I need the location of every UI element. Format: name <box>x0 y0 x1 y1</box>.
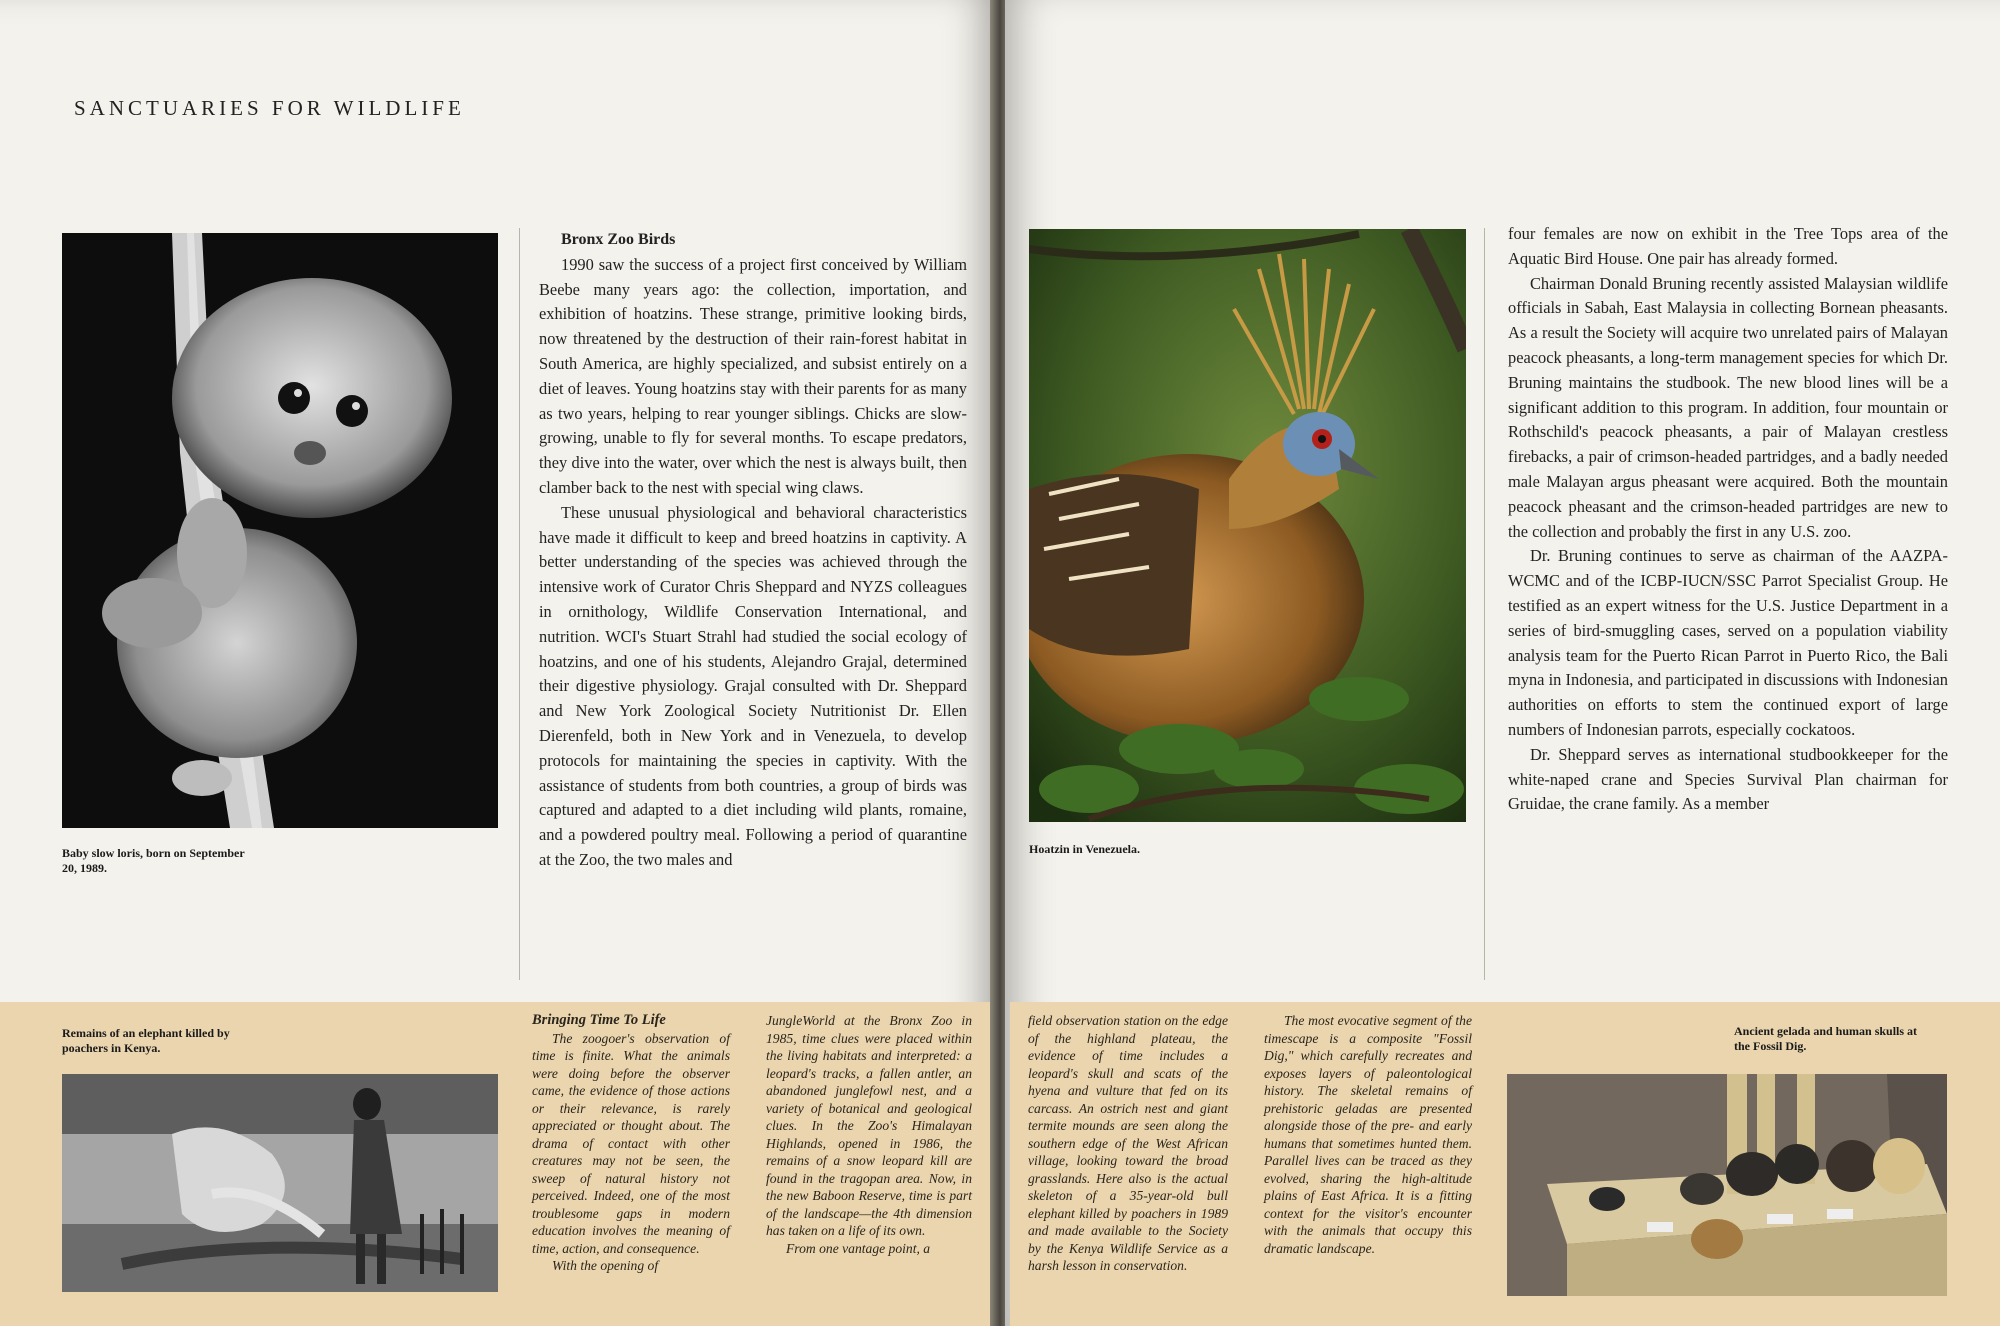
column-rule-left <box>519 228 520 980</box>
article-paragraph: Dr. Sheppard serves as international studbookkeeper for the white-naped crane and Species Survival Plan chairman for Gruidae, the crane family. As a member <box>1508 744 1948 814</box>
article-column-right <box>1508 222 1948 817</box>
sidebar-paragraph: The most evocative segment of the timescape is a composite "Fossil Dig," which carefully recreates and exposes layers of paleontological history. The skeletal remains of prehistoric geladas are presented alongside those of the pre- and early humans that sometimes hunted them. Parallel lives can be traced as they evolved, sharing the high-altitude plains of East Africa. It is a fitting context for the visitor's encounter with the animals that occupy this dramatic landscape. <box>1264 1013 1472 1256</box>
hoatzin-image <box>1029 229 1466 822</box>
sidebar-band-right <box>1010 1002 2000 1326</box>
sidebar-band-left <box>0 1002 990 1326</box>
sidebar-paragraph: From one vantage point, a <box>786 1240 931 1256</box>
article-column-left <box>539 228 967 873</box>
sidebar-column-1 <box>532 1012 730 1275</box>
slow-loris-photo <box>62 233 498 828</box>
elephant-photo <box>62 1074 498 1292</box>
sidebar-title: Bringing Time To Life <box>532 1012 666 1028</box>
article-paragraph: Dr. Bruning continues to serve as chairman of the AAZPA-WCMC and of the ICBP-IUCN/SSC Parrot Specialist Group. He testified as an expert witness for the U.S. Justice Department in a series of bird-smuggling cases, served on a population viability analysis team for the Puerto Rican Parrot in Puerto Rico, the Bali myna in Indonesia, and participated in discussions with Indonesian authorities on efforts to stem the continued export of large numbers of Indonesian parrots, especially cockatoos. <box>1508 546 1948 739</box>
fossil-caption: Ancient gelada and human skulls at the Fossil Dig. <box>1734 1024 1918 1053</box>
elephant-remains-image <box>62 1074 498 1292</box>
sidebar-paragraph: JungleWorld at the Bronx Zoo in 1985, time clues were placed within the living habitats and interpreted: a leopard's tracks, a fallen antler, an abandoned junglefowl nest, and a variety of botanical and geological clues. In the Zoo's Himalayan Highlands, opened in 1986, the remains of a snow leopard kill are found in the tragopan area. Now, in the new Baboon Reserve, time is part of the landscape—the 4th dimension has taken on a life of its own. <box>766 1013 972 1238</box>
elephant-caption: Remains of an elephant killed by poachers in Kenya. <box>62 1026 230 1055</box>
article-title: Bronx Zoo Birds <box>561 231 676 248</box>
article-paragraph: four females are now on exhibit in the Tree Tops area of the Aquatic Bird House. One pair has already formed. <box>1508 224 1948 268</box>
hoatzin-caption: Hoatzin in Venezuela. <box>1029 842 1141 856</box>
sidebar-column-4 <box>1264 1012 1472 1257</box>
running-head: SANCTUARIES FOR WILDLIFE <box>74 96 465 120</box>
sidebar-column-3 <box>1028 1012 1228 1275</box>
fossil-dig-photo <box>1507 1074 1947 1296</box>
article-paragraph: 1990 saw the success of a project first conceived by William Beebe many years ago: the collection, importation, and exhibition of hoatzins. These strange, primitive looking birds, now threatened by the destruction of their rain-forest habitat in South America, are highly specialized, and subsist entirely on a diet of leaves. Young hoatzins stay with their parents for as many as two years, helping to rear younger siblings. Chicks are slow-growing, unable to fly for several months. To escape predators, they dive into the water, over which the nest is always built, then clamber back to the nest with special wing claws. <box>539 254 967 497</box>
sidebar-column-2 <box>766 1012 972 1257</box>
sidebar-paragraph: field observation station on the edge of the highland plateau, the evidence of time includes a leopard's skull and scats of the hyena and vulture that fed on its carcass. An ostrich nest and giant termite mounds are seen along the southern edge of the West African village, looking toward the broad grasslands. Here also is the actual skeleton of a 35-year-old bull elephant killed by poachers in 1989 and made available to the Society by the Kenya Wildlife Service as a harsh lesson in conservation. <box>1028 1013 1228 1273</box>
loris-caption: Baby slow loris, born on September 20, 1989. <box>62 846 245 875</box>
fossil-skulls-image <box>1507 1074 1947 1296</box>
sidebar-paragraph: With the opening of <box>552 1258 659 1273</box>
column-rule-right <box>1484 228 1485 980</box>
article-paragraph: Chairman Donald Bruning recently assisted Malaysian wildlife officials in Sabah, East Malaysia in collecting Bornean pheasants. As a result the Society will acquire two unrelated pairs of Malayan peacock pheasants, a long-term management species for which Dr. Bruning maintains the studbook. The new blood lines will be a significant addition to this program. In addition, four mountain or Rothschild's peacock pheasants, a pair of Malayan crestless firebacks, a pair of crimson-headed partridges, and a badly needed male Malayan argus pheasant were acquired. Both the mountain peacock pheasant and the crimson-headed partridges are new to the collection and probably the first in any U.S. zoo. <box>1508 273 1948 541</box>
slow-loris-image <box>62 233 498 828</box>
article-paragraph: These unusual physiological and behavioral characteristics have made it difficult to keep and breed hoatzins in captivity. A better understanding of the species was achieved through the intensive work of Curator Chris Sheppard and NYZS colleagues in ornithology, Wildlife Conservation International, and nutrition. WCI's Stuart Strahl had studied the social ecology of hoatzins, and one of his students, Alejandro Grajal, determined their digestive physiology. Grajal consulted with Dr. Sheppard and New York Zoological Society Nutritionist Dr. Ellen Dierenfeld, both in New York and in Venezuela, to develop protocols for maintaining the species in captivity. With the assistance of students from both countries, a group of birds was captured and adapted to a diet including wild plants, romaine, and a powdered poultry meal. Following a period of quarantine at the Zoo, the two males and <box>539 502 967 869</box>
sidebar-paragraph: The zoogoer's observation of time is finite. What the animals were doing before the observer came, the evidence of those actions or their relevance, is rarely appreciated or thought about. The drama of contact with other creatures may not be seen, the sweep of natural history not perceived. Indeed, one of the most troublesome gaps in modern education involves the meaning of time, action, and consequence. <box>532 1030 730 1256</box>
hoatzin-photo <box>1029 229 1466 822</box>
